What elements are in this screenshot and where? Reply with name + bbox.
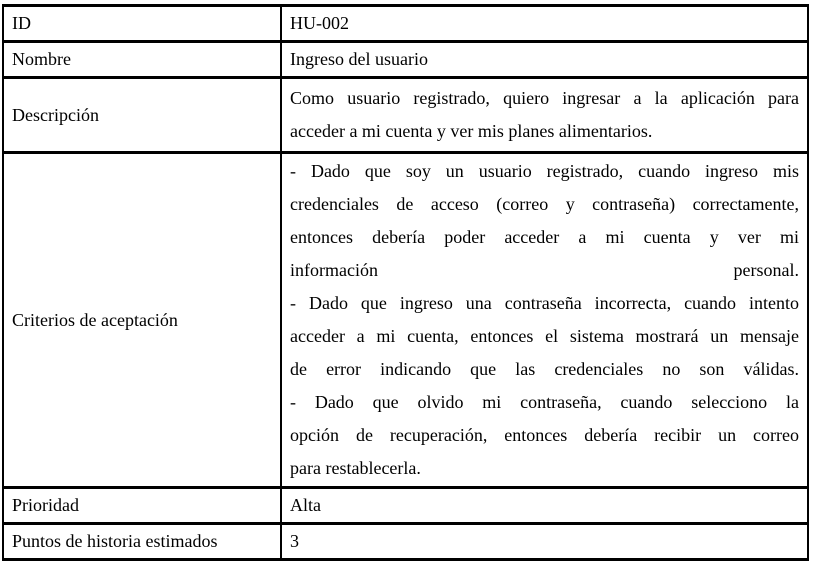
- row-value-puntos: 3: [281, 524, 808, 560]
- text-line: - Dado que ingreso una contraseña incorrecta, cuando intento: [290, 293, 799, 313]
- text-line: para restablecerla.: [290, 458, 421, 478]
- row-label-nombre: Nombre: [3, 42, 281, 78]
- row-label-descripcion: Descripción: [3, 78, 281, 153]
- user-story-table: [2, 4, 809, 561]
- text-line: información personal.: [290, 260, 799, 280]
- text-line: Como usuario registrado, quiero ingresar a la aplicación para: [290, 88, 799, 108]
- row-value-id: HU-002: [281, 6, 808, 42]
- row-label-criterios: Criterios de aceptación: [3, 153, 281, 488]
- row-value-descripcion: [281, 78, 808, 153]
- table-row-nombre: [3, 42, 808, 78]
- row-value-criterios: [281, 153, 808, 488]
- row-label-prioridad: Prioridad: [3, 488, 281, 524]
- table-row-criterios: [3, 153, 808, 488]
- row-label-id: ID: [3, 6, 281, 42]
- table-row-puntos: [3, 524, 808, 560]
- row-value-nombre: Ingreso del usuario: [281, 42, 808, 78]
- row-label-puntos: Puntos de historia estimados: [3, 524, 281, 560]
- text-line: entonces debería poder acceder a mi cuenta y ver mi: [290, 227, 799, 247]
- text-line: credenciales de acceso (correo y contraseña) correctamente,: [290, 194, 799, 214]
- table-row-descripcion: [3, 78, 808, 153]
- text-line: de error indicando que las credenciales no son válidas.: [290, 359, 799, 379]
- text-line: - Dado que olvido mi contraseña, cuando selecciono la: [290, 392, 799, 412]
- text-line: - Dado que soy un usuario registrado, cuando ingreso mis: [290, 161, 799, 181]
- row-value-prioridad: Alta: [281, 488, 808, 524]
- text-line: acceder a mi cuenta, entonces el sistema mostrará un mensaje: [290, 326, 799, 346]
- text-line: acceder a mi cuenta y ver mis planes alimentarios.: [290, 121, 653, 141]
- table-row-prioridad: [3, 488, 808, 524]
- table-row-id: [3, 6, 808, 42]
- text-line: opción de recuperación, entonces debería recibir un correo: [290, 425, 799, 445]
